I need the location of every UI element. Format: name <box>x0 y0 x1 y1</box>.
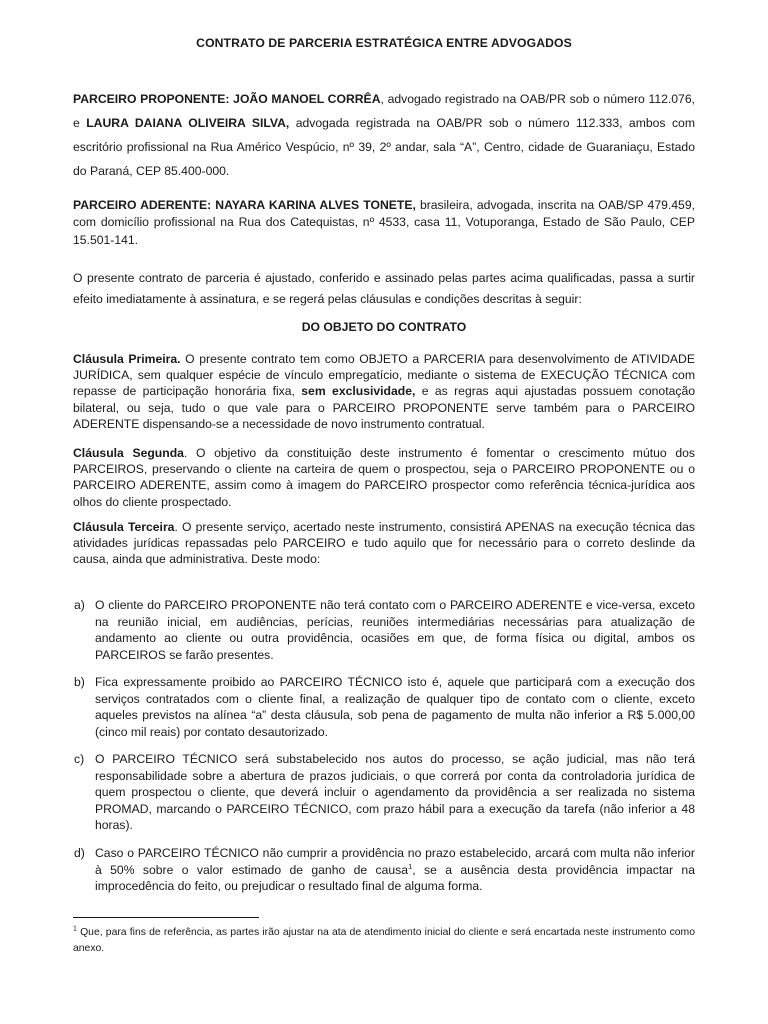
footnote-reference[interactable]: 1 <box>408 861 413 871</box>
clause-first-text-a: O presente contrato tem como OBJETO a PARCERIA para desenvolvimento de ATIVIDADE JURÍDICA, sem qualquer espécie de vínculo empregatício, mediante o sistema de EXECUÇÃO TÉCNICA com repasse de participação honorária fixa, <box>73 352 695 399</box>
clause-third-label: Cláusula Terceira <box>73 520 175 534</box>
paragraph-aderente <box>73 197 695 249</box>
clause-second-text: . O objetivo da constituição deste instrumento é fomentar o crescimento mútuo dos PARCEIROS, preservando o cliente na carteira de quem o prospectou, seja o PARCEIRO PROPONENTE ou o PARCEIRO ADERENTE, assim como à imagem do PARCEIRO prospector como referência técnica-jurídica aos olhos do cliente prospectado. <box>73 446 695 509</box>
proponente-text-2: advogada registrada na OAB/PR sob o número 112.333, ambos com escritório profissional na Rua Américo Vespúcio, nº 39, 2º andar, sala “A”, Centro, cidade de Guaraniaçu, Estado do Paraná, CEP 85.400-000. <box>73 116 695 178</box>
list-item-c-label: c) <box>74 752 85 766</box>
list-item-b-label: b) <box>74 675 85 689</box>
clause-third <box>73 519 695 568</box>
clause-first-label: Cláusula Primeira. <box>73 352 181 366</box>
footnote-divider <box>73 917 259 918</box>
list-item-a <box>74 597 695 663</box>
paragraph-preamble: O presente contrato de parceria é ajustado, conferido e assinado pelas partes acima qualificadas, passa a surtir efeito imediatamente à assinatura, e se regerá pelas cláusulas e condições descritas à seguir: <box>73 271 695 306</box>
clause-first-bold: sem exclusividade, <box>301 384 416 399</box>
list-item-d-label: d) <box>74 846 85 860</box>
list-item-d <box>74 845 695 895</box>
list-item-b-text: Fica expressamente proibido ao PARCEIRO TÉCNICO isto é, aquele que participará com a execução dos serviços contratados com o cliente final, a realização de qualquer tipo de contato com o cliente, exceto aqueles previstos na alínea “a” desta cláusula, sob pena de pagamento de multa não inferior a R$ 5.000,00 (cinco mil reais) por contato desautorizado. <box>95 675 695 739</box>
paragraph-proponente <box>73 87 695 183</box>
aderente-label: PARCEIRO ADERENTE: NAYARA KARINA ALVES TONETE, <box>73 198 416 212</box>
list-item-a-text: O cliente do PARCEIRO PROPONENTE não terá contato com o PARCEIRO ADERENTE e vice-versa, exceto na reunião inicial, em audiências, perícias, reuniões intermediárias necessárias para atualização de andamento ao cliente ou outra providência, ocasiões em que, de forma física ou digital, ambos os PARCEIROS se farão presentes. <box>95 598 695 662</box>
footnote-text: Que, para fins de referência, as partes irão ajustar na ata de atendimento inicial do cliente e será encartada neste instrumento como anexo. <box>73 927 695 954</box>
list-item-d-text-a: Caso o PARCEIRO TÉCNICO não cumprir a providência no prazo estabelecido, arcará com multa não inferior à 50% sobre o valor estimado de ganho de causa <box>95 846 695 877</box>
list-item-c-text: O PARCEIRO TÉCNICO será substabelecido nos autos do processo, se ação judicial, mas não terá responsabilidade sobre a abertura de prazos judiciais, o que correrá por conta da controladoria jurídica de quem prospectou o cliente, que deverá incluir o agendamento da providência a ser realizada no sistema PROMAD, marcando o PARCEIRO TÉCNICO, com prazo hábil para a execução da tarefa (não inferior a 48 horas). <box>95 752 695 832</box>
proponente-label: PARCEIRO PROPONENTE: JOÃO MANOEL CORRÊA <box>73 92 381 106</box>
aderente-text: brasileira, advogada, inscrita na OAB/SP 479.459, com domicílio profissional na Rua dos Catequistas, nº 4533, casa 11, Votuporanga, Estado de São Paulo, CEP 15.501-141. <box>73 198 695 247</box>
clause-second-label: Cláusula Segunda <box>73 446 184 460</box>
list-item-a-label: a) <box>74 598 85 612</box>
list-item-c <box>74 751 695 834</box>
footnote-mark: 1 <box>73 925 77 933</box>
document-title: CONTRATO DE PARCERIA ESTRATÉGICA ENTRE ADVOGADOS <box>196 36 572 50</box>
proponente-second-name: LAURA DAIANA OLIVEIRA SILVA, <box>86 116 290 130</box>
proponente-text-1: , advogado registrado na OAB/PR sob o número 112.076, e <box>73 92 696 130</box>
clause-second <box>73 445 695 510</box>
list-item-d-text-b: , se a ausência desta providência impactar na improcedência do feito, ou prejudicar o resultado final de alguma forma. <box>95 862 695 893</box>
footnote <box>73 925 695 956</box>
section-heading: DO OBJETO DO CONTRATO <box>301 320 467 334</box>
clause-third-text: . O presente serviço, acertado neste instrumento, consistirá APENAS na execução técnica das atividades jurídicas repassadas pelo PARCEIRO e tudo aquilo que for necessário para o correto deslinde da causa, ainda que administrativa. Deste modo: <box>73 520 695 567</box>
list-item-b <box>74 674 695 740</box>
clause-first-text-b: e as regras aqui ajustadas possuem conotação bilateral, ou seja, tudo o que vale para o PARCEIRO PROPONENTE serve também para o PARCEIRO ADERENTE dispensando-se a necessidade de novo instrumento contratual. <box>73 384 696 431</box>
clause-first <box>73 351 695 432</box>
